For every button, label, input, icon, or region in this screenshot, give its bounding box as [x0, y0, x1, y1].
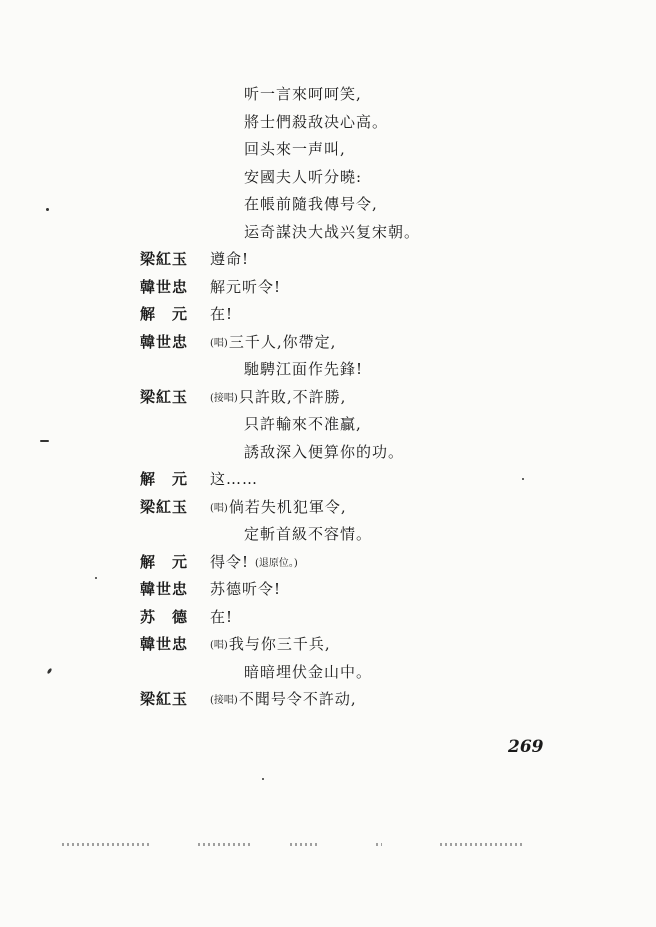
line-content: [210, 579, 281, 599]
speaker-name: 解 元: [140, 305, 189, 323]
margin-speck: [262, 778, 264, 780]
line-content: [210, 332, 336, 354]
line-text: 运奇謀決大战兴复宋朝。: [244, 222, 421, 241]
stage-direction: (接唱): [210, 695, 238, 706]
margin-speck: [47, 668, 53, 675]
line-text: 这……: [210, 470, 259, 488]
line-text: 倘若失机犯軍令,: [228, 497, 347, 516]
line-text: 暗暗埋伏金山中。: [244, 662, 373, 681]
stage-direction: (唱): [210, 502, 228, 514]
line-content: [210, 497, 347, 519]
stage-direction: (唱): [210, 337, 228, 349]
line-content: [210, 552, 299, 574]
speaker-name: 梁紅玉: [140, 690, 189, 708]
line-text: 我与你三千兵,: [228, 635, 331, 653]
speaker-name: 韓世忠: [140, 277, 189, 296]
scan-noise: [440, 843, 524, 846]
line-content: [210, 387, 346, 409]
speaker-name: 解 元: [140, 552, 189, 571]
stage-direction: (接唱): [210, 392, 238, 404]
speaker-name: 梁紅玉: [140, 387, 189, 406]
scan-noise: [376, 843, 382, 846]
line-content: [210, 634, 331, 656]
line-text: 在!: [210, 607, 234, 626]
line-text: 定斬首級不容情。: [244, 525, 373, 543]
line-text: 只許敗,不許勝,: [238, 387, 347, 406]
speaker-name: 梁紅玉: [140, 497, 189, 516]
line-content: [210, 689, 357, 711]
line-content: [210, 277, 281, 297]
line-content: [210, 304, 233, 324]
stage-direction: (唱): [210, 640, 228, 651]
line-text: 在!: [210, 305, 234, 323]
line-text: 苏德听令!: [210, 580, 282, 598]
line-text: 安國夫人听分曉:: [244, 167, 363, 186]
line-content: [210, 469, 258, 489]
page-number: 269: [508, 737, 544, 757]
line-text: 得令!: [210, 552, 250, 571]
line-text: 不聞号令不許动,: [238, 690, 357, 708]
speaker-name: 解 元: [140, 470, 189, 488]
speaker-name: 韓世忠: [140, 580, 189, 598]
speaker-name: 韓世忠: [140, 635, 189, 653]
line-text: 三千人,你帶定,: [228, 332, 337, 351]
scan-noise: [290, 843, 320, 846]
line-text: 听一言來呵呵笑,: [244, 85, 362, 103]
line-text: 馳騁江面作先鋒!: [244, 360, 364, 378]
line-text: 將士們殺敌决心高。: [244, 112, 389, 131]
line-text: 誘敌深入便算你的功。: [244, 442, 405, 461]
speaker-name: 梁紅玉: [140, 250, 189, 268]
margin-speck: [40, 440, 49, 442]
scan-noise: [198, 843, 250, 846]
line-text: 遵命!: [210, 250, 250, 268]
scan-noise: [62, 843, 150, 846]
line-content: [210, 249, 249, 269]
line-text: 只許輸來不准贏,: [244, 415, 362, 433]
speaker-name: 苏 德: [140, 607, 189, 626]
margin-speck: [522, 478, 524, 480]
margin-speck: [95, 577, 97, 579]
line-text: 解元听令!: [210, 277, 282, 296]
margin-speck: [46, 208, 49, 211]
line-content: [210, 607, 233, 627]
stage-direction: (退原位。): [255, 557, 298, 569]
line-text: 回头來一声叫,: [244, 140, 346, 158]
line-text: 在帳前隨我傳号令,: [244, 195, 378, 213]
speaker-name: 韓世忠: [140, 332, 189, 351]
